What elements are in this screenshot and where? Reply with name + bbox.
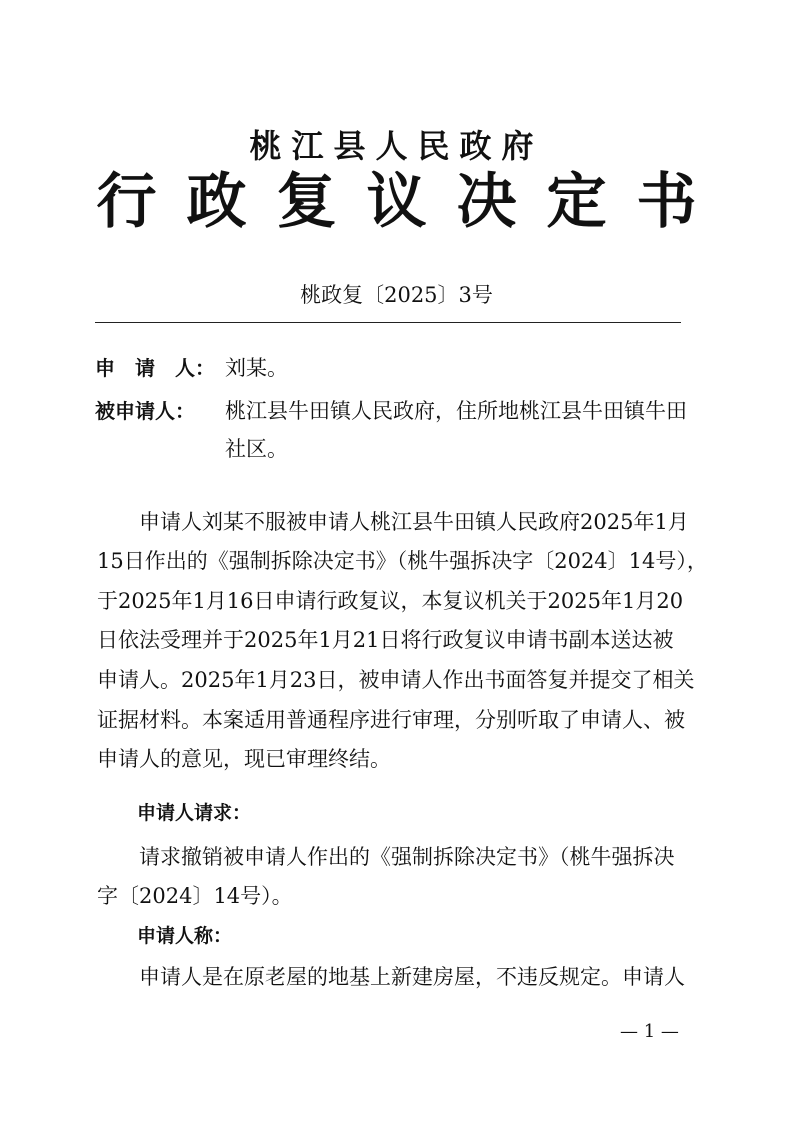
intro-line: 申请人刘某不服被申请人桃江县牛田镇人民政府2025年1月 [97, 510, 689, 534]
document-number: 桃政复〔2025〕3号 [300, 283, 493, 307]
intro-line: 15日作出的《强制拆除决定书》（桃牛强拆决字〔2024〕14号）， [97, 549, 708, 573]
intro-line: 日依法受理并于2025年1月21日将行政复议申请书副本送达被 [97, 628, 674, 652]
claim-heading: 申请人称： [137, 925, 233, 947]
request-heading: 申请人请求： [137, 802, 252, 824]
request-line: 请求撤销被申请人作出的《强制拆除决定书》（桃牛强拆决 [97, 845, 675, 869]
intro-line: 于2025年1月16日申请行政复议，本复议机关于2025年1月20 [97, 589, 684, 613]
applicant-label: 申 请 人： [95, 356, 215, 380]
document-title: 行政复议决定书 [96, 167, 727, 237]
respondent-value-line-2: 社区。 [225, 437, 288, 461]
intro-line: 申请人。2025年1月23日，被申请人作出书面答复并提交了相关 [97, 668, 695, 692]
page-number: — 1 — [620, 1021, 679, 1042]
respondent-value-line-1: 桃江县牛田镇人民政府，住所地桃江县牛田镇牛田 [225, 399, 687, 423]
header-divider [95, 322, 681, 323]
applicant-value: 刘某。 [225, 356, 288, 380]
issuing-authority-title: 桃江县人民政府 [249, 127, 544, 165]
respondent-label: 被申请人： [95, 399, 195, 423]
claim-line: 申请人是在原老屋的地基上新建房屋，不违反规定。申请人 [97, 965, 685, 989]
intro-line: 证据材料。本案适用普通程序进行审理，分别听取了申请人、被 [97, 708, 685, 732]
intro-line: 申请人的意见，现已审理终结。 [97, 747, 391, 771]
request-line: 字〔2024〕14号）。 [97, 884, 293, 908]
